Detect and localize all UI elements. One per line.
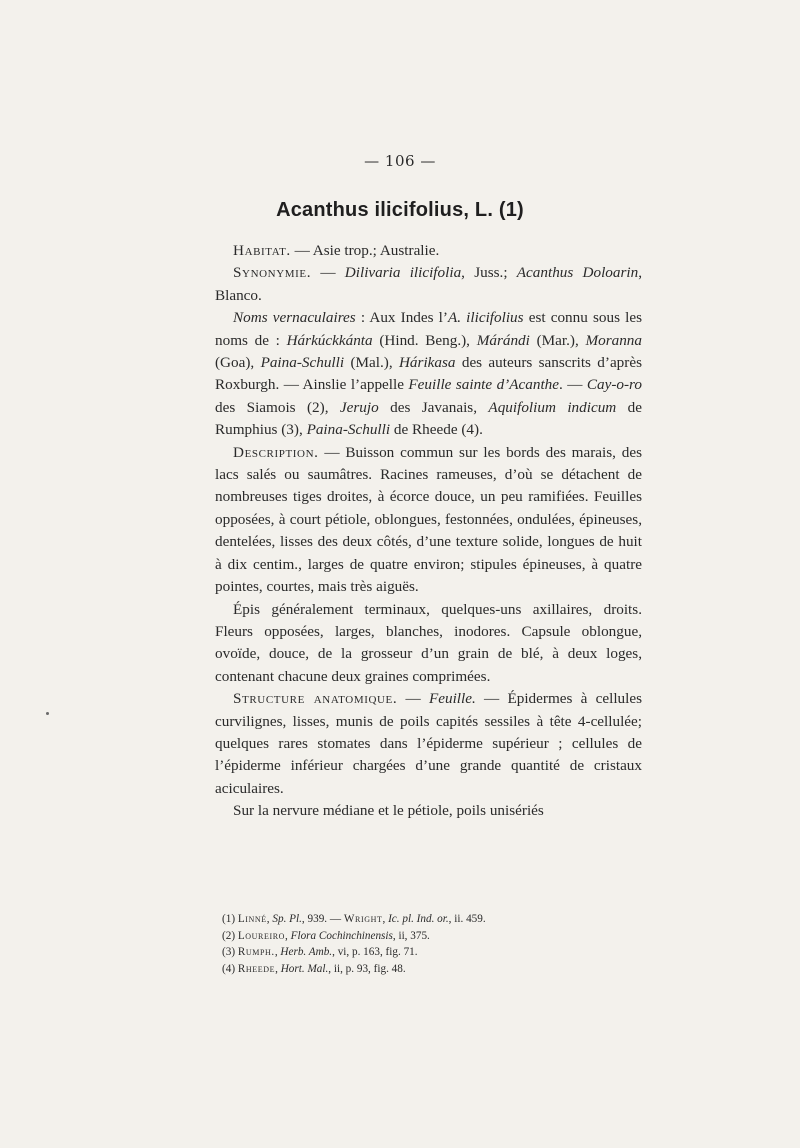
footnote-punct: , xyxy=(382,913,389,925)
footnote-author: Loureiro xyxy=(237,929,286,942)
footnote-ref: , 939. — xyxy=(301,913,344,925)
noms-text: des Javanais, xyxy=(378,398,489,416)
structure-label: Structure anatomique. xyxy=(233,690,398,708)
page-title: Acanthus ilicifolius, L. (1) xyxy=(276,199,524,221)
structure-sublabel: Feuille. xyxy=(428,690,476,708)
footnote-author: Rumph. xyxy=(237,946,275,958)
description-text: — Buisson commun sur les bords des marais, des lacs salés ou saumâtres. Racines rameuses, d’où se détachent de nombreuses tiges droites, à écorce douce, un peu ramifiées. Feuilles opposées, à court pétiole, oblongues, festonnées, ondulées, épineuses, dentelées, lisses des deux côtés, d’une texture solide, longues de huit à dix centim., larges de quatre environ; stipules épineuses, à quatre pointes, courtes, mais très aiguës. xyxy=(215,443,642,596)
footnote-punct: , xyxy=(266,913,273,925)
footnote-number: (1) xyxy=(222,913,238,925)
footnotes xyxy=(222,911,642,977)
synonymie-paragraph xyxy=(215,262,642,307)
synonym-dilivaria: Dilivaria ilicifolia xyxy=(344,264,462,282)
structure-paragraph xyxy=(215,688,642,800)
noms-text: de Rheede (4). xyxy=(390,421,483,439)
footnote-1 xyxy=(222,911,642,928)
footnote-2 xyxy=(222,928,642,945)
structure-dash: — xyxy=(397,690,429,708)
description-paragraph-2: Épis généralement terminaux, quelques-uns axillaires, droits. Fleurs opposées, larges, blanches, inodores. Capsule oblongue, ovoïde, douce, de la grosseur d’un grain de blé, à deux loges, contenant chacune deux graines comprimées. xyxy=(215,600,642,685)
noms-text: des Siamois (2), xyxy=(215,398,340,416)
footnote-ref: , ii. 459. xyxy=(448,913,486,925)
footnote-ref: , ii, p. 93, fig. 48. xyxy=(328,962,406,975)
habitat-text: — Asie trop.; Australie. xyxy=(290,242,440,259)
footnote-punct: , xyxy=(275,962,281,975)
footnote-work: Sp. Pl. xyxy=(272,913,302,925)
footnote-work: Hort. Mal. xyxy=(280,962,329,975)
noms-text: (Goa), xyxy=(215,354,261,372)
noms-name: Aquifolium indicum xyxy=(488,398,617,416)
footnote-number: (3) xyxy=(222,946,238,958)
description-label: Description. xyxy=(233,443,319,461)
noms-text: . — xyxy=(559,376,587,394)
page-number: — 106 — xyxy=(364,152,436,170)
footnote-number: (2) xyxy=(222,929,238,942)
description-paragraph xyxy=(215,442,642,599)
footnote-author: Linné xyxy=(237,913,267,925)
noms-text: (Hind. Beng.), xyxy=(372,331,477,349)
synonymie-sep1: , Juss.; xyxy=(461,264,517,282)
synonymie-sep2: , Blanco. xyxy=(215,264,643,304)
synonymie-label: Synonymie. xyxy=(233,264,312,282)
footnote-ref: , vi, p. 163, fig. 71. xyxy=(332,946,418,958)
habitat-paragraph xyxy=(215,240,642,262)
noms-text: : Aux Indes l’ xyxy=(355,309,448,327)
noms-paragraph xyxy=(215,307,642,441)
habitat-label: Habitat. xyxy=(233,242,291,259)
noms-text: de Rumphius (3), xyxy=(215,398,642,439)
noms-name: Cay-o-ro xyxy=(586,376,642,394)
footnote-author: Wright xyxy=(343,913,383,925)
footnote-punct: , xyxy=(285,929,291,942)
noms-name: Paina-Schulli xyxy=(260,354,345,372)
footnote-4 xyxy=(222,961,642,978)
footnote-work: Herb. Amb. xyxy=(280,946,333,958)
noms-text: est connu sous les noms de : xyxy=(215,309,642,349)
noms-name: Márándi xyxy=(476,331,530,349)
footnote-number: (4) xyxy=(222,962,238,975)
noms-text: (Mal.), xyxy=(344,354,399,372)
footnote-3 xyxy=(222,944,642,961)
structure-text: — Épidermes à cellules curvilignes, lisses, munis de poils capités sessiles à tête 4-cellulée; quelques rares stomates dans l’épiderme supérieur ; cellules de l’épiderme inférieur chargées d’une grande quantité de cristaux aciculaires. xyxy=(215,690,643,797)
footnote-author: Rheede xyxy=(237,962,276,975)
body-text xyxy=(215,240,642,823)
footnote-work: Ic. pl. Ind. or. xyxy=(388,913,449,925)
noms-name: Hárkúckkánta xyxy=(286,331,373,349)
noms-name: Paina-Schulli xyxy=(306,421,391,439)
synonymie-dash: — xyxy=(311,264,345,282)
noms-name: Jerujo xyxy=(339,398,379,416)
noms-label: Noms vernaculaires xyxy=(233,309,356,327)
footnote-work: Flora Cochinchinensis xyxy=(290,929,393,942)
footnote-punct: , xyxy=(274,946,281,958)
noms-name: A. ilicifolius xyxy=(447,309,524,327)
noms-name: Hárikasa xyxy=(398,354,456,372)
print-speck xyxy=(46,712,49,715)
noms-text: (Mar.), xyxy=(529,331,586,349)
noms-name: Moranna xyxy=(585,331,642,349)
noms-text: des auteurs sanscrits d’après Roxburgh. — Ainslie l’appelle xyxy=(215,354,642,394)
footnote-ref: , ii, 375. xyxy=(392,929,430,942)
noms-name: Feuille sainte d’Acanthe xyxy=(408,376,559,394)
synonym-acanthus-doloarin: Acanthus Doloarin xyxy=(516,264,639,282)
structure-paragraph-2: Sur la nervure médiane et le pétiole, poils unisériés xyxy=(233,802,544,820)
